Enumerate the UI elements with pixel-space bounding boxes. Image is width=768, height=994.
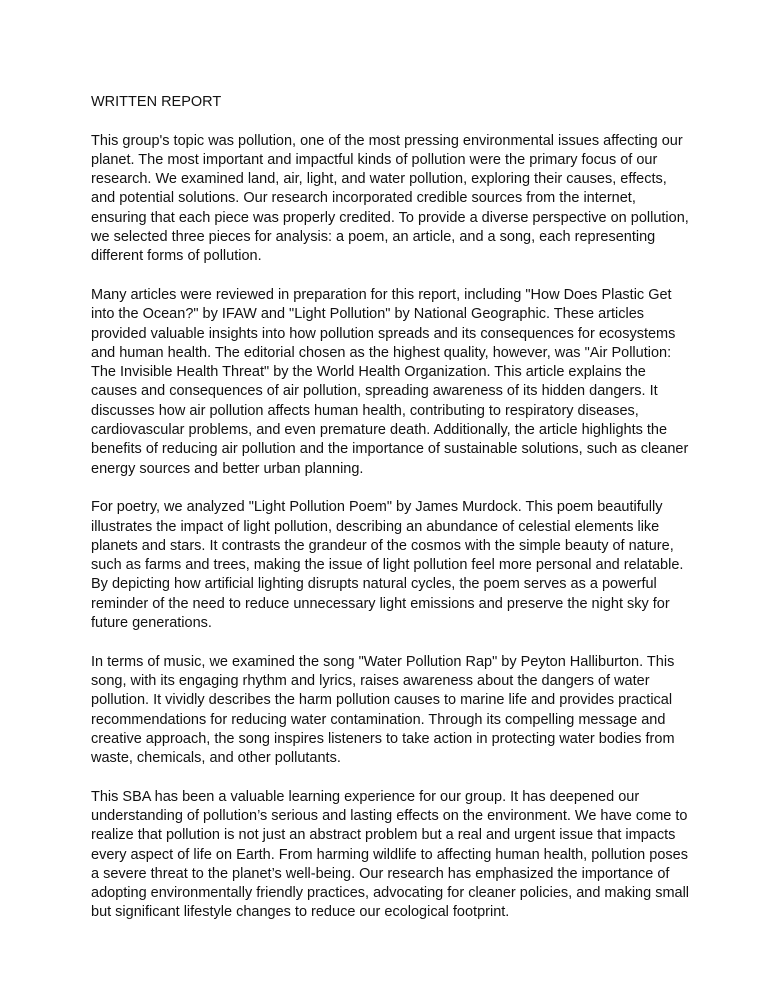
paragraph-articles: Many articles were reviewed in preparation for this report, including "How Does Plastic Get into the Ocean?" by IFAW and "Light Pollution" by National Geographic. These articles provided valuable insights into how pollution spreads and its consequences for ecosystems and human health. The editorial chosen as the highest quality, however, was "Air Pollution: The Invisible Health Threat" by the World Health Organization. This article explains the causes and consequences of air pollution, spreading awareness of its hidden dangers. It discusses how air pollution affects human health, contributing to respiratory diseases, cardiovascular problems, and even premature death. Additionally, the article highlights the benefits of reducing air pollution and the importance of sustainable solutions, such as cleaner energy sources and better urban planning. [91, 286, 689, 477]
paragraph-conclusion: This SBA has been a valuable learning experience for our group. It has deepened our understanding of pollution’s serious and lasting effects on the environment. We have come to realize that pollution is not just an abstract problem but a real and urgent issue that impacts every aspect of life on Earth. From harming wildlife to affecting human health, pollution poses a severe threat to the planet’s well-being. Our research has emphasized the importance of adopting environmentally friendly practices, advocating for cleaner policies, and making small but significant lifestyle changes to reduce our ecological footprint. [91, 788, 690, 921]
document-page [91, 93, 691, 942]
paragraph-poetry: For poetry, we analyzed "Light Pollution Poem" by James Murdock. This poem beautifully illustrates the impact of light pollution, describing an abundance of celestial elements like planets and stars. It contrasts the grandeur of the cosmos with the simple beauty of nature, such as farms and trees, making the issue of light pollution feel more personal and relatable. By depicting how artificial lighting disrupts natural cycles, the poem serves as a powerful reminder of the need to reduce unnecessary light emissions and preserve the night sky for future generations. [91, 499, 684, 632]
document-title: WRITTEN REPORT [91, 94, 222, 110]
paragraph-introduction: This group's topic was pollution, one of the most pressing environmental issues affecting our planet. The most important and impactful kinds of pollution were the primary focus of our research. We examined land, air, light, and water pollution, exploring their causes, effects, and potential solutions. Our research incorporated credible sources from the internet, ensuring that each piece was properly credited. To provide a diverse perspective on pollution, we selected three pieces for analysis: a poem, an article, and a song, each representing different forms of pollution. [91, 132, 689, 265]
paragraph-music: In terms of music, we examined the song "Water Pollution Rap" by Peyton Halliburton. This song, with its engaging rhythm and lyrics, raises awareness about the dangers of water pollution. It vividly describes the harm pollution causes to marine life and provides practical recommendations for reducing water contamination. Through its compelling message and creative approach, the song inspires listeners to take action in protecting water bodies from waste, chemicals, and other pollutants. [91, 653, 675, 767]
